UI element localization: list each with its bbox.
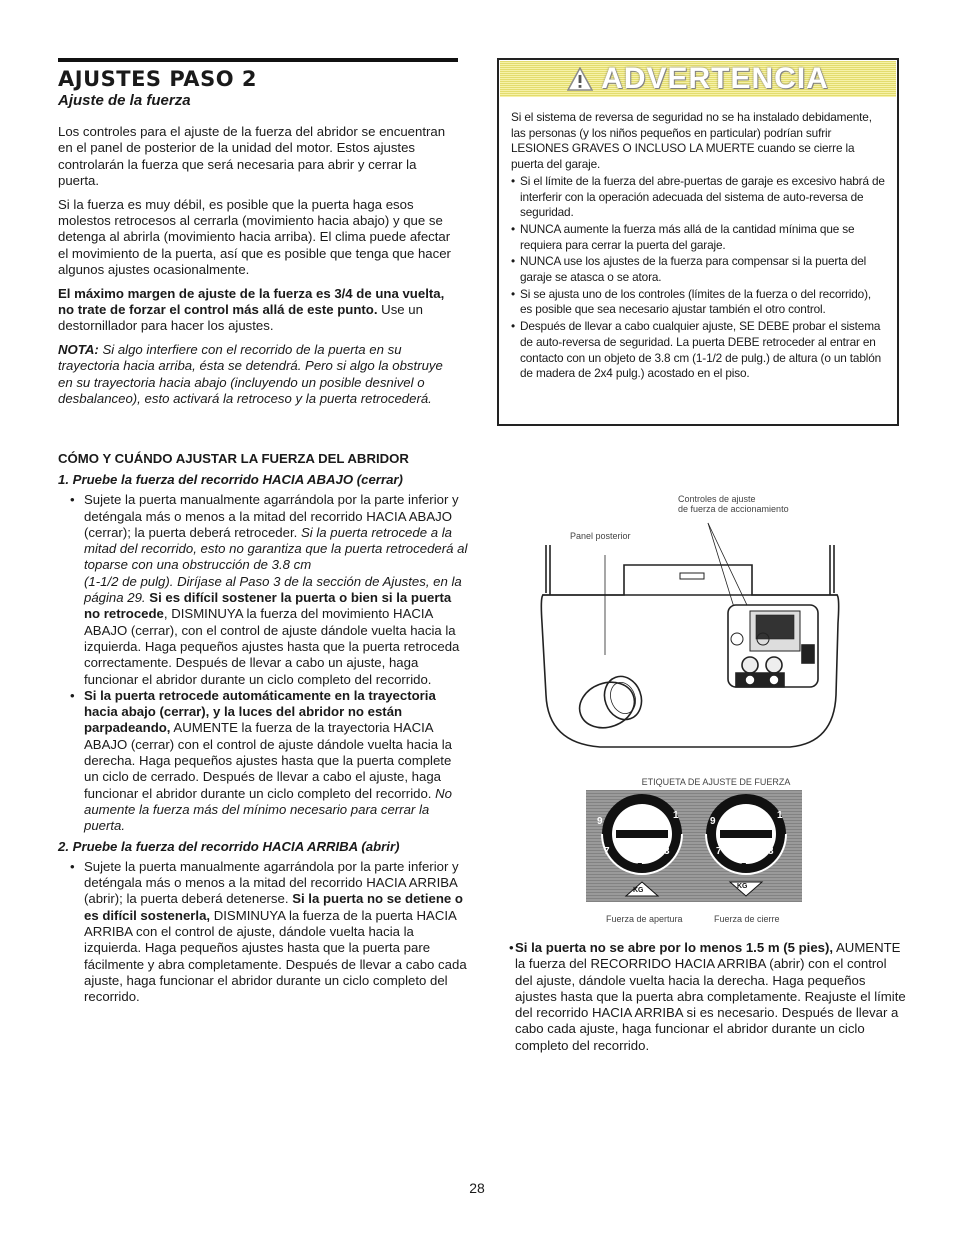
step-2-bullet-2-text <box>497 940 907 1054</box>
kg-label-open: KG <box>633 887 644 894</box>
warning-title: ADVERTENCIA <box>601 62 829 95</box>
step-2-bullet-1 <box>58 859 468 1006</box>
intro-column <box>58 58 458 415</box>
step-2-bullet-2 <box>497 940 907 1054</box>
text: DISMINUYA la fuerza de la puerta HACIA ARRIBA con el control de ajuste, dándole vuelta hacia la izquierda. Haga pequeños ajustes hasta que la puerta pare fácilmente y abra completamente. Después de llevar a cabo cada ajuste, haga funcionar el abridor durante un ciclo completo del recorrido. <box>84 907 467 1005</box>
step-1-bullet-1 <box>58 492 468 688</box>
page-subtitle: Ajuste de la fuerza <box>58 92 191 109</box>
dial-close-num-9: 9 <box>710 816 716 827</box>
label-close-force: Fuerza de cierre <box>714 914 780 924</box>
dial-open-num-1: 1 <box>673 810 679 821</box>
warning-intro: Si el sistema de reversa de seguridad no se ha instalado debidamente, las personas (y los niños pequeños en particular) podrían sufrir LESIONES GRAVES O INCLUSO LA MUERTE cuando se cierre la puerta del garaje. <box>511 110 872 172</box>
page-number: 28 <box>469 1180 485 1196</box>
text: Sujete la puerta manualmente agarrándola por la parte inferior y deténgala más o menos a la mitad del recorrido HACIA ARRIBA (abrir); la puerta deberá detenerse. <box>84 858 459 907</box>
warning-header <box>500 61 896 97</box>
header-rule <box>58 58 458 62</box>
label-open-force: Fuerza de apertura <box>606 914 683 924</box>
warning-triangle-icon <box>567 67 593 91</box>
text: (1-1/2 de pulg). Diríjase al Paso 3 de la sección de Ajustes, en la página 29. <box>84 573 462 606</box>
steps-column <box>58 472 468 1006</box>
note-text: Si algo interfiere con el recorrido de la puerta en su trayectoria hacia arriba, ésta se detendrá. Pero si algo la obstruye en su trayectoria hacia abajo (incluyendo un posible desnivel o desbalanceo), esto activará la retroceso y la puerta retrocederá. <box>58 341 443 407</box>
text: Si la puerta retrocede a la mitad del recorrido, esto no garantiza que la puerta retrocederá al toparse con una obstrucción de 3.8 cm <box>84 524 468 573</box>
text: Sujete la puerta manualmente agarrándola por la parte inferior y deténgala más o menos a la mitad del recorrido HACIA ABAJO (cerrar); la puerta deberá retroceder. <box>84 492 459 540</box>
label-panel: Panel posterior <box>570 531 631 541</box>
note-label: NOTA: <box>58 341 99 357</box>
dial-close-num-5: 5 <box>741 862 747 873</box>
label-controls-line2: de fuerza de accionamiento <box>678 504 789 514</box>
warning-bullet: • NUNCA use los ajustes de la fuerza para compensar si la puerta del garaje se atasca o se atora. <box>511 254 885 285</box>
dial-open-num-7: 7 <box>604 846 610 857</box>
intro-paragraph-1: Los controles para el ajuste de la fuerza del abridor se encuentran en el panel de posterior de la unidad del motor. Estos ajustes controlarán la fuerza que será necesaria para abrir y cerrar la puerta. <box>58 124 446 189</box>
text: Si la puerta retrocede automáticamente en la trayectoria hacia abajo (cerrar), y la luces del abridor no están parpadeando, <box>84 687 436 736</box>
warning-bullet: • NUNCA aumente la fuerza más allá de la cantidad mínima que se requiera para cerrar la puerta del garaje. <box>511 222 885 253</box>
text: , DISMINUYA la fuerza del movimiento HACIA ABAJO (cerrar), con el control de ajuste dándole vuelta hacia la izquierda. Haga pequeños ajustes hasta que la puerta retroceda correctamente. Después de llevar a cabo un ajuste, haga funcionar el abridor durante un ciclo completo del recorrido. <box>84 606 460 687</box>
step-1-heading: 1. Pruebe la fuerza del recorrido HACIA ABAJO (cerrar) <box>58 472 403 487</box>
intro-paragraph-2: Si la fuerza es muy débil, es posible que la puerta haga esos molestos retrocesos al cerrarla (movimiento hacia abajo) y que se detenga al abrirla (movimiento hacia arriba). El clima puede afectar el movimiento de la puerta, así que es posible que tenga que hacer algunos ajustes ocasionalmente. <box>58 196 451 278</box>
warning-box <box>497 58 899 426</box>
label-controls <box>678 494 789 514</box>
kg-label-close: KG <box>737 883 748 890</box>
page-title: AJUSTES PASO 2 <box>58 67 257 91</box>
warning-bullet: • Si se ajusta uno de los controles (límites de la fuerza o del recorrido), es posible que sea necesario ajustar también el otro control. <box>511 287 885 318</box>
intro-bold: El máximo margen de ajuste de la fuerza es 3/4 de una vuelta, no trate de forzar el control más allá de este punto. <box>58 285 445 318</box>
section-title: CÓMO Y CUÁNDO AJUSTAR LA FUERZA DEL ABRIDOR <box>58 451 409 466</box>
text: AUMENTE la fuerza del RECORRIDO HACIA ARRIBA (abrir) con el control del ajuste, dándole vuelta hacia la derecha. Haga pequeños ajustes hasta que la puerta abra completamente. Reajuste el límite del recorrido HACIA ARRIBA si es necesario. Después de llevar a cabo cada ajuste, haga funcionar el abridor durante un ciclo completo del recorrido. <box>515 940 906 1053</box>
warning-bullet: • Si el límite de la fuerza del abre-puertas de garaje es excesivo habrá de interferir con la operación adecuada del sistema de auto-reversa de seguridad. <box>511 174 885 221</box>
text: Si la puerta no se detiene o es difícil sostenerla, <box>84 891 463 923</box>
label-controls-line1: Controles de ajuste <box>678 494 756 504</box>
note-paragraph <box>58 342 458 408</box>
step-2-heading: 2. Pruebe la fuerza del recorrido HACIA ARRIBA (abrir) <box>58 838 400 854</box>
warning-bullet: • Después de llevar a cabo cualquier ajuste, SE DEBE probar el sistema de auto-reversa de seguridad. La puerta DEBE retroceder al entrar en contacto con un objeto de 3.8 cm (1-1/2 de pulg.) de altura (o un tablón de madera de 2x4 pulg.) acostado en el piso. <box>511 319 885 382</box>
intro-paragraph-3 <box>58 286 458 335</box>
text: Si es difícil sostener la puerta o bien si la puerta no retrocede <box>84 590 452 622</box>
warning-body <box>499 98 897 382</box>
text: No aumente la fuerza más del mínimo necesario para cerrar la puerta. <box>84 785 452 834</box>
dial-open-num-9: 9 <box>597 816 603 827</box>
motor-unit-illustration <box>530 515 850 755</box>
label-etiqueta: ETIQUETA DE AJUSTE DE FUERZA <box>641 777 791 787</box>
dial-close-num-3: 3 <box>768 846 774 857</box>
text: AUMENTE la fuerza de la trayectoria HACIA ABAJO (cerrar) con el control de ajuste dándole vuelta hacia la derecha. Haga pequeños ajustes hasta que la puerta complete un ciclo de cerrado. Después de llevar a cabo el ajuste, haga funcionar el abridor durante un ciclo completo del recorrido. <box>84 720 452 801</box>
text: Si la puerta no se abre por lo menos 1.5 m (5 pies), <box>515 940 834 955</box>
dial-close-num-7: 7 <box>716 846 722 857</box>
dial-open-num-3: 3 <box>664 846 670 857</box>
intro-rest: Use un destornillador para hacer los ajustes. <box>58 302 423 334</box>
motor-unit-drawing <box>541 523 838 747</box>
dial-open-num-5: 5 <box>637 862 643 873</box>
step-1-bullet-2 <box>58 688 468 835</box>
dial-close-num-1: 1 <box>777 810 783 821</box>
